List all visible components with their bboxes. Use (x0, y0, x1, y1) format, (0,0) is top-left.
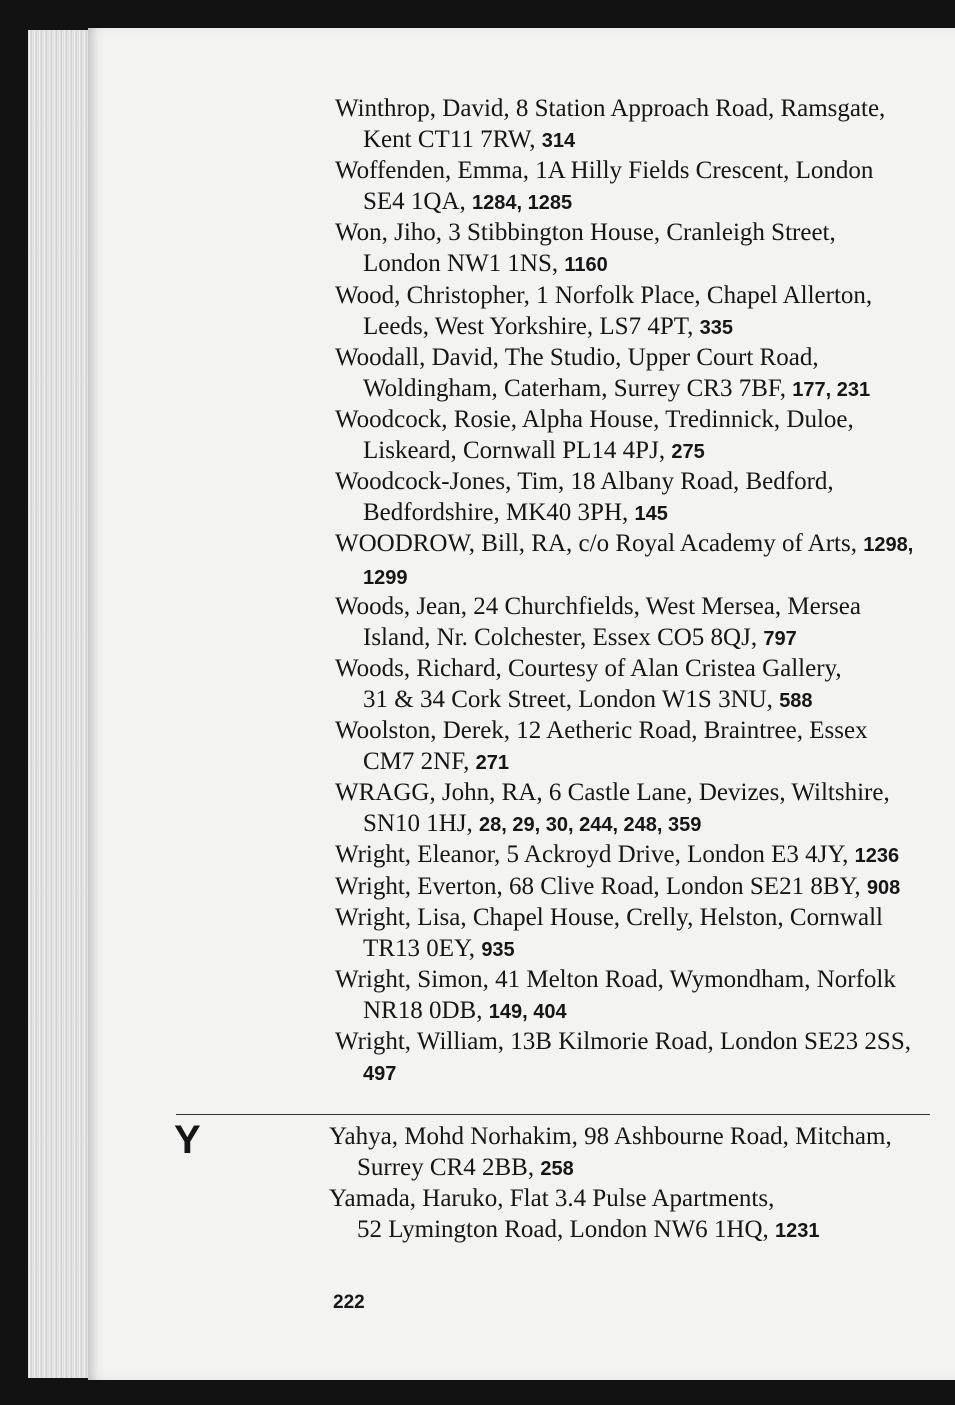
entry-line (335, 217, 945, 248)
entry-line (335, 248, 945, 281)
index-entry (335, 466, 945, 530)
entry-text: Woods, Jean, 24 Churchfields, West Mersea, Mersea (335, 592, 861, 620)
entry-line (335, 124, 945, 157)
entry-text: CM7 2NF, (363, 748, 476, 775)
entry-text: Yahya, Mohd Norhakim, 98 Ashbourne Road, Mitcham, (329, 1123, 892, 1150)
entry-text: Bedfordshire, MK40 3PH, (363, 499, 635, 527)
entry-line (335, 497, 945, 530)
entry-line (335, 466, 945, 497)
entry-text: SE4 1QA, (363, 188, 473, 216)
entry-line (335, 311, 945, 344)
entry-text: 31 & 34 Cork Street, London W1S 3NU, (363, 685, 780, 713)
entry-text: London NW1 1NS, (363, 250, 565, 278)
entry-line (335, 1026, 945, 1057)
index-entry (335, 871, 945, 904)
entry-text: SN10 1HJ, (363, 810, 479, 838)
entry-line (335, 435, 945, 468)
index-entry (335, 528, 945, 594)
page-refs: 588 (779, 689, 813, 712)
page-refs: 28, 29, 30, 244, 248, 359 (479, 814, 702, 837)
index-entry (335, 217, 945, 281)
entry-line (335, 933, 945, 966)
page-refs: 149, 404 (488, 1000, 567, 1023)
entry-text: Woodall, David, The Studio, Upper Court Road, (335, 343, 819, 371)
entry-text: Island, Nr. Colchester, Essex CO5 8QJ, (363, 623, 764, 651)
entry-text: Won, Jiho, 3 Stibbington House, Cranleigh Street, (335, 219, 836, 247)
index-entry (335, 155, 945, 219)
entry-line (335, 964, 945, 995)
entry-text: Kent CT11 7RW, (363, 126, 542, 153)
index-page (88, 28, 955, 1380)
page-refs: 935 (481, 938, 515, 961)
entry-line (335, 93, 945, 124)
entry-line (335, 373, 945, 406)
page-refs: 1298, (863, 534, 914, 557)
index-entry (335, 1026, 945, 1090)
entry-line (335, 808, 945, 841)
entry-text: Wright, William, 13B Kilmorie Road, London SE23 2SS, (335, 1028, 911, 1055)
entry-line (335, 995, 945, 1028)
entry-line (335, 155, 945, 186)
index-entry (335, 839, 945, 872)
index-entry (335, 715, 945, 779)
page-refs: 275 (671, 441, 705, 463)
entry-line (335, 404, 945, 435)
entry-line (335, 528, 945, 561)
entry-line (329, 1152, 939, 1185)
entry-text: Woffenden, Emma, 1A Hilly Fields Crescent, London (335, 157, 874, 185)
entry-line (335, 342, 945, 373)
index-entry-y (329, 1183, 939, 1247)
entry-line (335, 653, 945, 684)
entry-line (335, 1057, 945, 1090)
entry-text: Surrey CR4 2BB, (357, 1154, 541, 1181)
index-entry (335, 342, 945, 406)
page-number: 222 (333, 1292, 365, 1313)
index-entry (335, 777, 945, 841)
entry-text: Wright, Lisa, Chapel House, Crelly, Helston, Cornwall (335, 903, 883, 931)
page-refs: 908 (866, 876, 901, 899)
entry-line (329, 1121, 939, 1152)
entry-text: Liskeard, Cornwall PL14 4PJ, (363, 437, 672, 464)
index-entry (335, 280, 945, 344)
entry-line (335, 684, 945, 717)
entry-line (329, 1183, 939, 1214)
section-divider (176, 1114, 930, 1115)
page-refs: 1160 (564, 254, 608, 277)
page-stack-edges (28, 30, 92, 1378)
entry-text: Woodcock-Jones, Tim, 18 Albany Road, Bedford, (335, 468, 834, 496)
page-refs: 497 (363, 1063, 397, 1085)
page-refs: 271 (475, 752, 509, 774)
entry-line (335, 715, 945, 746)
entry-text: Woodcock, Rosie, Alpha House, Tredinnick, Duloe, (335, 406, 854, 433)
index-entry (335, 653, 945, 717)
entry-text: Winthrop, David, 8 Station Approach Road, Ramsgate, (335, 95, 886, 122)
page-refs: 1299 (363, 567, 408, 590)
page-refs: 258 (540, 1158, 574, 1180)
entry-line (335, 186, 945, 219)
index-entry (335, 964, 945, 1028)
entry-text: WRAGG, John, RA, 6 Castle Lane, Devizes, Wiltshire, (335, 779, 890, 807)
entry-line (335, 902, 945, 933)
entry-line (335, 622, 945, 655)
index-entry (335, 93, 945, 157)
entry-text: NR18 0DB, (363, 996, 489, 1024)
entry-text: Woldingham, Caterham, Surrey CR3 7BF, (363, 374, 793, 402)
index-entry (335, 902, 945, 966)
page-refs: 145 (634, 503, 668, 526)
entry-line (335, 746, 945, 779)
entry-line (335, 280, 945, 311)
entry-line (335, 871, 945, 904)
entry-line (335, 591, 945, 622)
page-refs: 335 (699, 316, 734, 339)
section-letter: Y (174, 1118, 201, 1162)
page-refs: 1284, 1285 (472, 192, 573, 215)
index-entry-y (329, 1121, 939, 1185)
page-refs: 314 (541, 130, 576, 152)
entry-text: TR13 0EY, (363, 934, 482, 962)
entry-text: Woods, Richard, Courtesy of Alan Cristea Gallery, (335, 654, 842, 682)
entry-text: Wright, Everton, 68 Clive Road, London SE21 8BY, (335, 872, 867, 900)
entry-text: 52 Lymington Road, London NW6 1HQ, (357, 1216, 776, 1244)
entry-text: Wood, Christopher, 1 Norfolk Place, Chapel Allerton, (335, 281, 873, 309)
page-refs: 1231 (775, 1220, 820, 1243)
entry-line (335, 561, 945, 594)
entry-text: Leeds, West Yorkshire, LS7 4PT, (363, 312, 700, 340)
entry-text: WOODROW, Bill, RA, c/o Royal Academy of Arts, (335, 530, 864, 558)
page-refs: 797 (763, 627, 797, 650)
entry-line (329, 1214, 939, 1247)
entry-text: Wright, Eleanor, 5 Ackroyd Drive, London E3 4JY, (335, 841, 855, 869)
page-refs: 1236 (854, 845, 900, 868)
entry-line (335, 839, 945, 872)
entry-text: Yamada, Haruko, Flat 3.4 Pulse Apartments, (329, 1185, 775, 1213)
page-refs: 177, 231 (792, 378, 871, 401)
entry-text: Woolston, Derek, 12 Aetheric Road, Braintree, Essex (335, 717, 868, 744)
entry-line (335, 777, 945, 808)
index-entry (335, 404, 945, 468)
entry-text: Wright, Simon, 41 Melton Road, Wymondham, Norfolk (335, 965, 896, 993)
index-entry (335, 591, 945, 655)
